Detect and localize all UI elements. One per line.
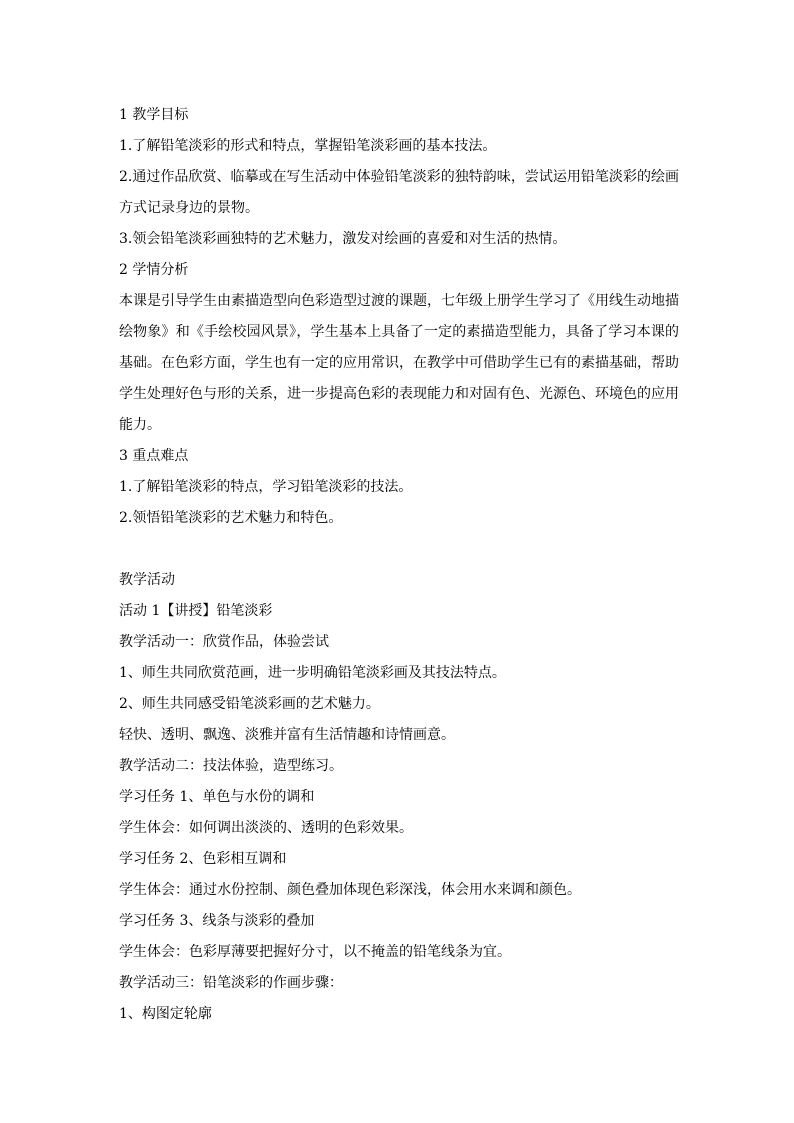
keypoint-item-1: 1.了解铅笔淡彩的特点，学习铅笔淡彩的技法。 [119, 479, 413, 495]
activity-line: 1、构图定轮廓 [119, 1006, 212, 1022]
activity-line: 学生体会：如何调出淡淡的、透明的色彩效果。 [119, 820, 413, 836]
activity-line: 学习任务 2、色彩相互调和 [119, 851, 287, 867]
activity-line: 学生体会：色彩厚薄要把握好分寸，以不掩盖的铅笔线条为宜。 [119, 944, 511, 960]
objective-item-2: 2.通过作品欣赏、临摹或在写生活动中体验铅笔淡彩的独特韵味，尝试运用铅笔淡彩的绘画方式记录身边的景物。 [119, 169, 679, 216]
activity-line: 1、师生共同欣赏范画，进一步明确铅笔淡彩画及其技法特点。 [119, 665, 506, 681]
objective-item-1: 1.了解铅笔淡彩的形式和特点，掌握铅笔淡彩画的基本技法。 [119, 138, 497, 154]
analysis-paragraph: 本课是引导学生由素描造型向色彩造型过渡的课题，七年级上册学生学习了《用线生动地描绘物象》和《手绘校园风景》，学生基本上具备了一定的素描造型能力，具备了学习本课的基础。在色彩方面，学生也有一定的应用常识，在教学中可借助学生已有的素描基础，帮助学生处理好色与形的关系，进一步提高色彩的表现能力和对固有色、光源色、环境色的应用能力。 [119, 293, 679, 433]
section-spacer [119, 534, 679, 565]
keypoints-heading: 3 重点难点 [119, 448, 189, 464]
activity-line: 轻快、透明、飘逸、淡雅并富有生活情趣和诗情画意。 [119, 727, 455, 743]
activity-line: 教学活动三：铅笔淡彩的作画步骤： [119, 975, 343, 991]
activity-line: 学生体会：通过水份控制、颜色叠加体现色彩深浅，体会用水来调和颜色。 [119, 882, 581, 898]
activity-line: 学习任务 3、线条与淡彩的叠加 [119, 913, 315, 929]
activities-heading: 教学活动 [119, 572, 175, 588]
analysis-heading: 2 学情分析 [119, 262, 189, 278]
objective-item-3: 3.领会铅笔淡彩画独特的艺术魅力，激发对绘画的喜爱和对生活的热情。 [119, 231, 567, 247]
document-body [119, 100, 679, 1030]
objectives-heading: 1 教学目标 [119, 107, 189, 123]
activity-line: 学习任务 1、单色与水份的调和 [119, 789, 315, 805]
activity-line: 教学活动一：欣赏作品，体验尝试 [119, 634, 329, 650]
activity-line: 活动 1【讲授】铅笔淡彩 [119, 603, 273, 619]
activity-line: 2、师生共同感受铅笔淡彩画的艺术魅力。 [119, 696, 380, 712]
activity-line: 教学活动二：技法体验，造型练习。 [119, 758, 343, 774]
keypoint-item-2: 2.领悟铅笔淡彩的艺术魅力和特色。 [119, 510, 343, 526]
